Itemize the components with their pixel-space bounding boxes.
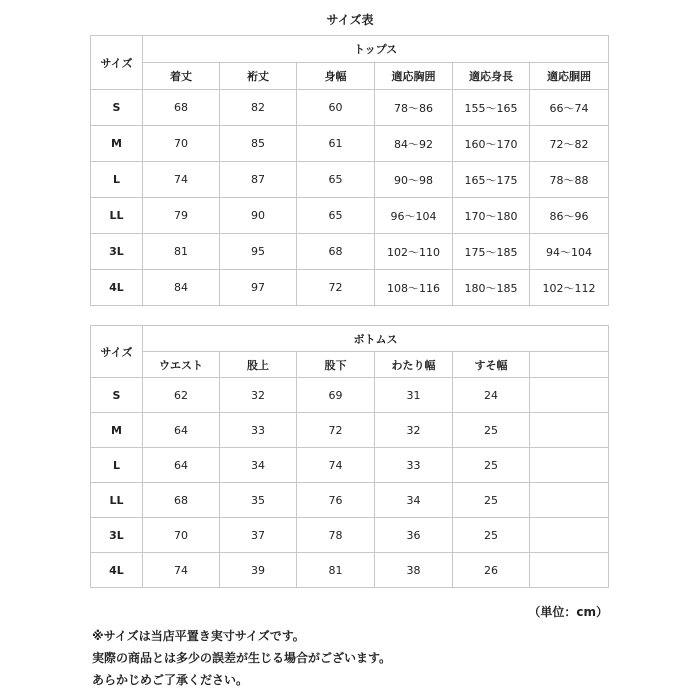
table-cell: 25 bbox=[453, 518, 530, 553]
page-title: サイズ表 bbox=[326, 13, 374, 27]
table-cell: 70 bbox=[143, 126, 220, 162]
table-row bbox=[91, 126, 609, 162]
table-cell: 102〜112 bbox=[530, 270, 609, 306]
table-cell: 74 bbox=[143, 162, 220, 198]
table-cell: 180〜185 bbox=[453, 270, 530, 306]
column-header: 着丈 bbox=[143, 63, 220, 90]
table-cell: 108〜116 bbox=[375, 270, 453, 306]
table-cell: 35 bbox=[220, 483, 297, 518]
table-cell: 62 bbox=[143, 378, 220, 413]
size-label: S bbox=[91, 90, 143, 126]
table-cell bbox=[530, 413, 609, 448]
size-label: 4L bbox=[91, 553, 143, 588]
table-cell: 79 bbox=[143, 198, 220, 234]
table-cell: 81 bbox=[297, 553, 375, 588]
size-label: LL bbox=[91, 483, 143, 518]
table-cell: 65 bbox=[297, 162, 375, 198]
table-cell: 97 bbox=[220, 270, 297, 306]
table-cell: 32 bbox=[375, 413, 453, 448]
table-cell: 25 bbox=[453, 483, 530, 518]
table-cell: 33 bbox=[220, 413, 297, 448]
table-row bbox=[91, 234, 609, 270]
table-cell: 94〜104 bbox=[530, 234, 609, 270]
table-cell: 82 bbox=[220, 90, 297, 126]
column-header: 股下 bbox=[297, 352, 375, 378]
table-cell: 37 bbox=[220, 518, 297, 553]
size-label: 4L bbox=[91, 270, 143, 306]
table-cell: 34 bbox=[220, 448, 297, 483]
column-header-row bbox=[91, 63, 609, 90]
table-cell: 65 bbox=[297, 198, 375, 234]
size-label: 3L bbox=[91, 234, 143, 270]
column-header: ウエスト bbox=[143, 352, 220, 378]
column-header-row bbox=[91, 352, 609, 378]
table-cell: 68 bbox=[297, 234, 375, 270]
column-header bbox=[530, 352, 609, 378]
table-cell bbox=[530, 483, 609, 518]
size-label: M bbox=[91, 413, 143, 448]
table-cell: 68 bbox=[143, 90, 220, 126]
column-header: 適応身長 bbox=[453, 63, 530, 90]
table-cell bbox=[530, 553, 609, 588]
table-cell: 61 bbox=[297, 126, 375, 162]
table-cell: 76 bbox=[297, 483, 375, 518]
table-row bbox=[91, 413, 609, 448]
table-cell: 32 bbox=[220, 378, 297, 413]
table-cell: 74 bbox=[143, 553, 220, 588]
table-row bbox=[91, 90, 609, 126]
table-cell: 86〜96 bbox=[530, 198, 609, 234]
group-header: トップス bbox=[143, 36, 609, 63]
size-column-header: サイズ bbox=[91, 36, 143, 90]
column-header: 身幅 bbox=[297, 63, 375, 90]
column-header: わたり幅 bbox=[375, 352, 453, 378]
footnotes bbox=[92, 625, 391, 691]
table-cell: 69 bbox=[297, 378, 375, 413]
size-label: M bbox=[91, 126, 143, 162]
table-cell: 95 bbox=[220, 234, 297, 270]
table-cell: 85 bbox=[220, 126, 297, 162]
column-header: 股上 bbox=[220, 352, 297, 378]
table-cell: 39 bbox=[220, 553, 297, 588]
table-cell: 78 bbox=[297, 518, 375, 553]
header-row bbox=[91, 36, 609, 63]
table-cell: 60 bbox=[297, 90, 375, 126]
table-cell: 25 bbox=[453, 448, 530, 483]
table-cell: 90〜98 bbox=[375, 162, 453, 198]
table-cell: 64 bbox=[143, 413, 220, 448]
column-header: 裄丈 bbox=[220, 63, 297, 90]
table-cell: 70 bbox=[143, 518, 220, 553]
table-cell: 78〜86 bbox=[375, 90, 453, 126]
table-row bbox=[91, 483, 609, 518]
column-header: すそ幅 bbox=[453, 352, 530, 378]
table-row bbox=[91, 518, 609, 553]
table-cell: 25 bbox=[453, 413, 530, 448]
table-cell: 24 bbox=[453, 378, 530, 413]
size-label: L bbox=[91, 162, 143, 198]
footnote-line: ※サイズは当店平置き実寸サイズです。 bbox=[92, 629, 305, 643]
table-cell: 90 bbox=[220, 198, 297, 234]
table-cell: 165〜175 bbox=[453, 162, 530, 198]
table-cell: 96〜104 bbox=[375, 198, 453, 234]
table-cell: 170〜180 bbox=[453, 198, 530, 234]
table-row bbox=[91, 198, 609, 234]
table-cell: 33 bbox=[375, 448, 453, 483]
table-row bbox=[91, 448, 609, 483]
table-row bbox=[91, 270, 609, 306]
table-cell: 34 bbox=[375, 483, 453, 518]
table-cell: 36 bbox=[375, 518, 453, 553]
table-cell: 160〜170 bbox=[453, 126, 530, 162]
table-cell: 102〜110 bbox=[375, 234, 453, 270]
tops-size-table bbox=[90, 35, 609, 306]
footnote-line: 実際の商品とは多少の誤差が生じる場合がございます。 bbox=[92, 651, 392, 665]
size-column-header: サイズ bbox=[91, 326, 143, 378]
column-header: 適応胴囲 bbox=[530, 63, 609, 90]
table-cell: 87 bbox=[220, 162, 297, 198]
table-cell bbox=[530, 518, 609, 553]
size-label: S bbox=[91, 378, 143, 413]
table-row bbox=[91, 553, 609, 588]
table-cell: 72〜82 bbox=[530, 126, 609, 162]
table-cell: 72 bbox=[297, 413, 375, 448]
unit-note: （単位：cm） bbox=[528, 605, 608, 619]
table-cell: 66〜74 bbox=[530, 90, 609, 126]
table-cell: 31 bbox=[375, 378, 453, 413]
header-row bbox=[91, 326, 609, 352]
size-label: LL bbox=[91, 198, 143, 234]
table-cell: 84 bbox=[143, 270, 220, 306]
table-cell: 84〜92 bbox=[375, 126, 453, 162]
group-header: ボトムス bbox=[143, 326, 609, 352]
table-cell: 68 bbox=[143, 483, 220, 518]
size-label: L bbox=[91, 448, 143, 483]
size-label: 3L bbox=[91, 518, 143, 553]
table-cell: 81 bbox=[143, 234, 220, 270]
bottoms-size-table bbox=[90, 325, 609, 588]
table-cell: 155〜165 bbox=[453, 90, 530, 126]
table-cell: 38 bbox=[375, 553, 453, 588]
table-cell: 64 bbox=[143, 448, 220, 483]
table-cell: 26 bbox=[453, 553, 530, 588]
table-cell: 72 bbox=[297, 270, 375, 306]
table-cell: 78〜88 bbox=[530, 162, 609, 198]
table-cell: 175〜185 bbox=[453, 234, 530, 270]
table-cell: 74 bbox=[297, 448, 375, 483]
table-row bbox=[91, 378, 609, 413]
table-row bbox=[91, 162, 609, 198]
table-cell bbox=[530, 378, 609, 413]
column-header: 適応胸囲 bbox=[375, 63, 453, 90]
table-cell bbox=[530, 448, 609, 483]
footnote-line: あらかじめご了承ください。 bbox=[92, 673, 249, 687]
